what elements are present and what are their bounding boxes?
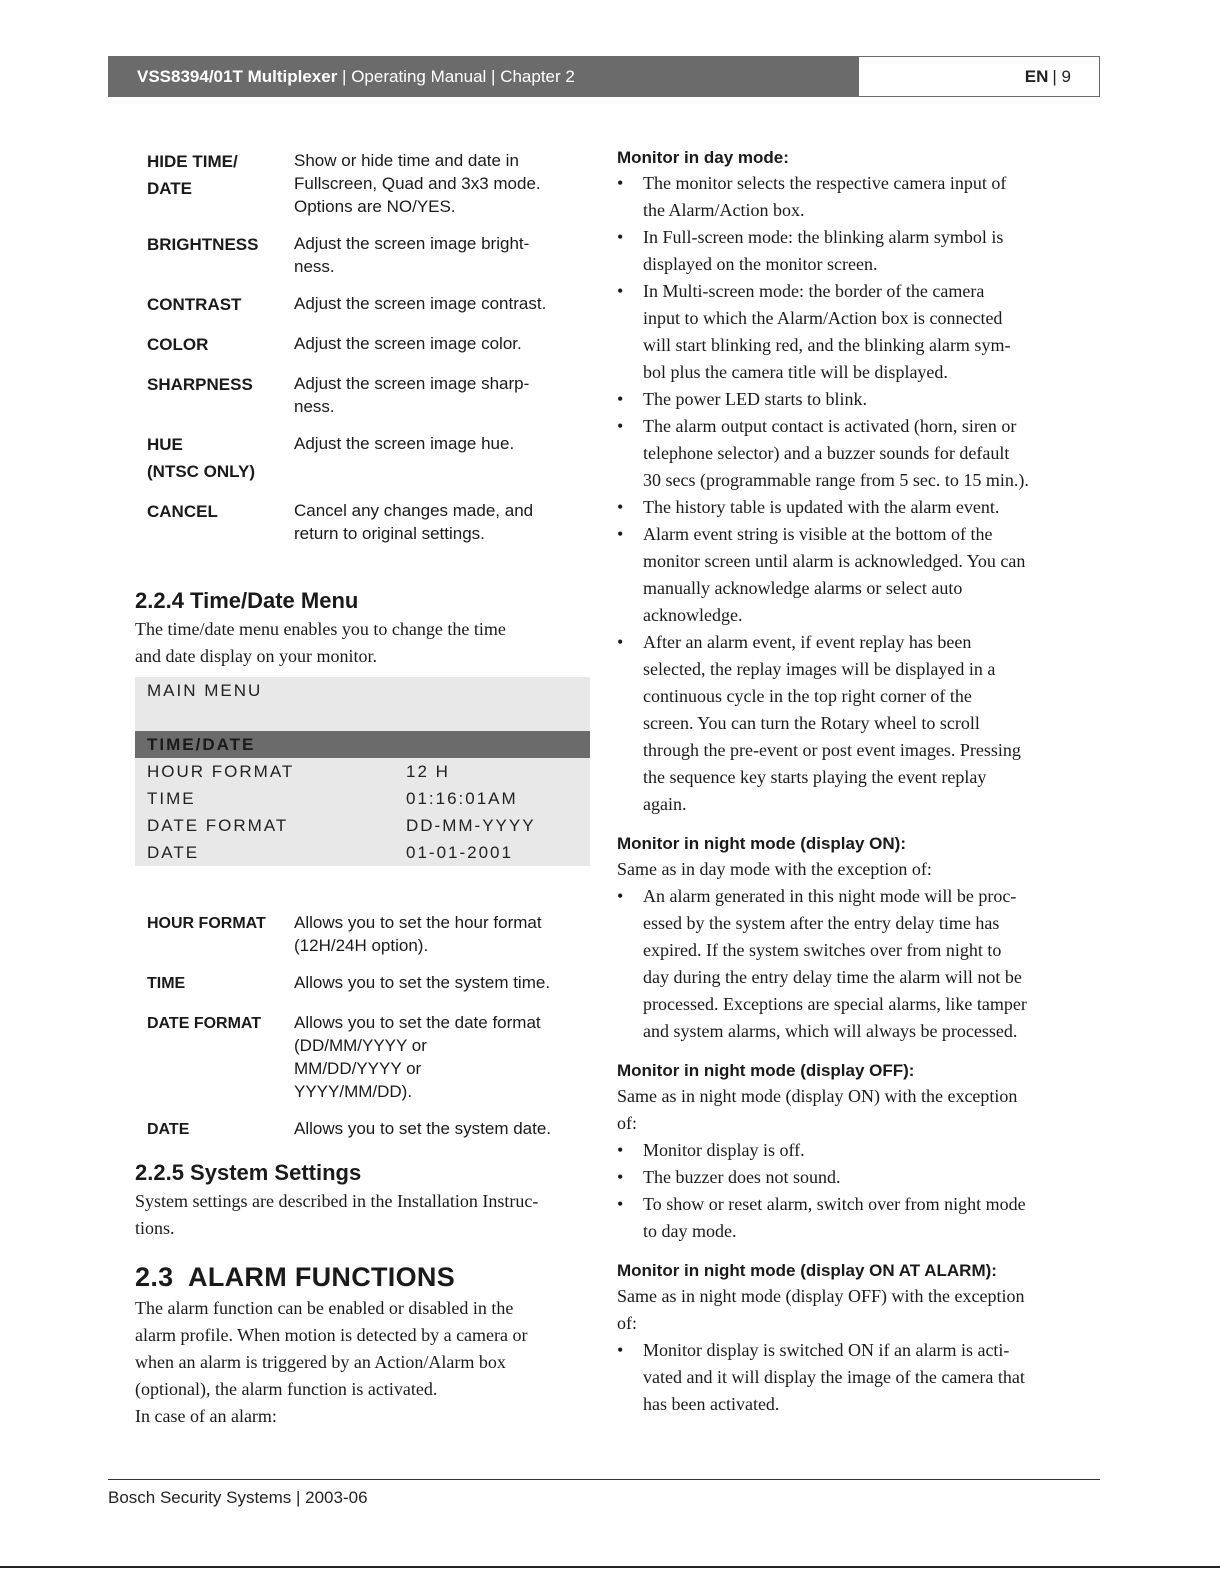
bullet-line: through the pre-event or post event images. Pressing — [643, 740, 1021, 760]
night-on-list — [617, 883, 1082, 1045]
product-name: VSS8394/01T Multiplexer — [137, 66, 338, 86]
night-alarm-list — [617, 1337, 1082, 1418]
page-number: | 9 — [1052, 66, 1071, 86]
definition-description — [294, 148, 593, 218]
menu-row[interactable] — [135, 839, 590, 866]
definition-description — [294, 431, 593, 485]
definition-description — [294, 910, 593, 957]
bullet-line: continuous cycle in the top right corner of the — [643, 686, 972, 706]
header-page — [859, 57, 1099, 96]
definition-description — [294, 970, 593, 997]
bullet-line: • The power LED starts to blink. — [643, 389, 867, 409]
description-line: YYYY/MM/DD). — [294, 1082, 413, 1101]
definition-term: SHARPNESS — [147, 375, 253, 394]
description-line: MM/DD/YYYY or — [294, 1059, 422, 1078]
definition-row — [147, 331, 593, 358]
menu-row-label: HOUR FORMAT — [147, 762, 295, 781]
menu-row-label: TIME — [147, 789, 196, 808]
definition-description — [294, 1116, 593, 1143]
bullet-line: again. — [643, 794, 687, 814]
bullet-item — [617, 883, 1082, 1045]
description-line: (DD/MM/YYYY or — [294, 1036, 427, 1055]
bullet-item — [617, 629, 1082, 818]
menu-row-value: 01-01-2001 — [406, 843, 513, 862]
definition-term: HOUR FORMAT — [147, 915, 266, 932]
bullet-line: to day mode. — [643, 1221, 737, 1241]
bullet-item — [617, 224, 1082, 278]
menu-row-value: DD-MM-YYYY — [406, 816, 536, 835]
bullet-line: • The history table is updated with the alarm event. — [643, 497, 1000, 517]
night-alarm-heading: Monitor in night mode (display ON AT ALARM): — [617, 1261, 997, 1280]
bullet-line: acknowledge. — [643, 605, 743, 625]
bullet-line: screen. You can turn the Rotary wheel to scroll — [643, 713, 980, 733]
menu-row-value: 12 H — [406, 762, 450, 781]
night-alarm-intro: Same as in night mode (display OFF) with the exception of: — [617, 1286, 1025, 1333]
definition-term: CANCEL — [147, 502, 218, 521]
bullet-line: expired. If the system switches over from night to — [643, 940, 1002, 960]
definition-description — [294, 291, 593, 318]
bullet-line: processed. Exceptions are special alarms, like tamper — [643, 994, 1027, 1014]
definition-row — [147, 910, 593, 957]
bullet-line: input to which the Alarm/Action box is connected — [643, 308, 1003, 328]
header-title — [109, 57, 859, 96]
menu-row-label: DATE — [147, 843, 200, 862]
day-mode-heading: Monitor in day mode: — [617, 148, 789, 167]
definition-row — [147, 148, 593, 218]
definition-description — [294, 371, 593, 418]
bullet-line: • An alarm generated in this night mode will be proc- — [643, 886, 1017, 906]
menu-title: MAIN MENU — [147, 681, 263, 700]
bullet-item — [617, 521, 1082, 629]
bullet-item — [617, 1191, 1082, 1245]
menu-row-label: DATE FORMAT — [147, 816, 289, 835]
bullet-line: • After an alarm event, if event replay has been — [643, 632, 972, 652]
definition-row — [147, 1010, 593, 1103]
alarm-functions-heading: 2.3 ALARM FUNCTIONS — [135, 1262, 456, 1292]
right-column — [617, 146, 1082, 1418]
description-line: (12H/24H option). — [294, 936, 429, 955]
definition-row — [147, 1116, 593, 1143]
day-mode-list — [617, 170, 1082, 818]
language-code: EN — [1024, 66, 1049, 86]
bullet-line: and system alarms, which will always be processed. — [643, 1021, 1018, 1041]
definition-term: HUE (NTSC ONLY) — [147, 435, 255, 481]
page-bottom-rule — [0, 1566, 1220, 1568]
description-line: Cancel any changes made, and — [294, 501, 534, 520]
description-line: Allows you to set the system date. — [294, 1119, 552, 1138]
definition-row — [147, 231, 593, 278]
description-line: Show or hide time and date in — [294, 151, 519, 170]
bullet-line: monitor screen until alarm is acknowledged. You can — [643, 551, 1026, 571]
night-off-heading: Monitor in night mode (display OFF): — [617, 1061, 915, 1080]
description-line: Adjust the screen image sharp- — [294, 374, 530, 393]
night-on-heading: Monitor in night mode (display ON): — [617, 834, 906, 853]
description-line: Allows you to set the hour format — [294, 913, 542, 932]
bullet-line: • The monitor selects the respective camera input of — [643, 173, 1007, 193]
menu-row[interactable] — [135, 785, 590, 812]
description-line: Fullscreen, Quad and 3x3 mode. — [294, 174, 541, 193]
bullet-line: • Monitor display is off. — [643, 1140, 805, 1160]
bullet-item — [617, 494, 1082, 521]
description-line: ness. — [294, 257, 335, 276]
bullet-line: • In Full-screen mode: the blinking alarm symbol is — [643, 227, 1004, 247]
definition-term: CONTRAST — [147, 295, 242, 314]
description-line: Allows you to set the system time. — [294, 973, 551, 992]
bullet-line: • The alarm output contact is activated (horn, siren or — [643, 416, 1017, 436]
header-subtitle: | Operating Manual | Chapter 2 — [337, 66, 575, 86]
footer-rule — [108, 1479, 1100, 1480]
definition-term: DATE — [147, 1121, 190, 1138]
definition-term: HIDE TIME/ DATE — [147, 152, 238, 198]
bullet-item — [617, 278, 1082, 386]
definition-description — [294, 331, 593, 358]
time-date-heading: 2.2.4 Time/Date Menu — [135, 588, 359, 613]
alarm-functions-text: The alarm function can be enabled or disabled in the alarm profile. When motion is detected by a camera or when an alarm is triggered by an Action/Alarm box (optional), the alarm function is activated. In case of an alarm: — [135, 1298, 528, 1426]
description-line: Options are NO/YES. — [294, 197, 456, 216]
description-line: Adjust the screen image color. — [294, 334, 522, 353]
definition-description — [294, 231, 593, 278]
bullet-line: the sequence key starts playing the event replay — [643, 767, 987, 787]
description-line: Adjust the screen image contrast. — [294, 294, 547, 313]
bullet-item — [617, 386, 1082, 413]
bullet-line: telephone selector) and a buzzer sounds for default — [643, 443, 1010, 463]
menu-row[interactable] — [135, 812, 590, 839]
definition-term: COLOR — [147, 335, 209, 354]
definition-term: TIME — [147, 975, 186, 992]
definition-row — [147, 371, 593, 418]
bullet-line: • In Multi-screen mode: the border of the camera — [643, 281, 985, 301]
menu-section-header: TIME/DATE — [135, 731, 590, 758]
system-settings-text: System settings are described in the Installation Instruc- tions. — [135, 1191, 539, 1238]
description-line: Adjust the screen image bright- — [294, 234, 530, 253]
definition-description — [294, 498, 593, 545]
bullet-item — [617, 1337, 1082, 1418]
description-line: Adjust the screen image hue. — [294, 434, 515, 453]
bullet-line: the Alarm/Action box. — [643, 200, 805, 220]
bullet-line: • Alarm event string is visible at the bottom of the — [643, 524, 993, 544]
description-line: ness. — [294, 397, 335, 416]
night-on-intro: Same as in day mode with the exception of: — [617, 859, 932, 879]
bullet-item — [617, 1164, 1082, 1191]
bullet-line: • The buzzer does not sound. — [643, 1167, 841, 1187]
definition-row — [147, 291, 593, 318]
bullet-line: bol plus the camera title will be displayed. — [643, 362, 948, 382]
definition-row — [147, 431, 593, 485]
definition-row — [147, 970, 593, 997]
bullet-line: day during the entry delay time the alarm will not be — [643, 967, 1022, 987]
description-line: Allows you to set the date format — [294, 1013, 541, 1032]
bullet-line: displayed on the monitor screen. — [643, 254, 878, 274]
bullet-line: has been activated. — [643, 1394, 780, 1414]
menu-row[interactable] — [135, 758, 590, 785]
night-off-list — [617, 1137, 1082, 1245]
system-settings-heading: 2.2.5 System Settings — [135, 1160, 362, 1185]
definition-term: BRIGHTNESS — [147, 235, 259, 254]
page-header — [108, 56, 1100, 97]
bullet-line: will start blinking red, and the blinking alarm sym- — [643, 335, 1011, 355]
bullet-line: essed by the system after the entry delay time has — [643, 913, 1000, 933]
bullet-line: • To show or reset alarm, switch over from night mode — [643, 1194, 1026, 1214]
definition-row — [147, 498, 593, 545]
page-footer: Bosch Security Systems | 2003-06 — [108, 1488, 368, 1507]
menu-rows — [135, 758, 590, 866]
time-table — [147, 910, 593, 1143]
bullet-line: 30 secs (programmable range from 5 sec. to 15 min.). — [643, 470, 1029, 490]
bullet-line: selected, the replay images will be displayed in a — [643, 659, 996, 679]
bullet-line: manually acknowledge alarms or select auto — [643, 578, 963, 598]
bullet-line: vated and it will display the image of the camera that — [643, 1367, 1025, 1387]
bullet-item — [617, 170, 1082, 224]
time-date-intro: The time/date menu enables you to change the time and date display on your monitor. — [135, 619, 506, 666]
time-date-menu — [135, 677, 590, 866]
definition-description — [294, 1010, 593, 1103]
bullet-item — [617, 413, 1082, 494]
menu-row-value: 01:16:01AM — [406, 789, 518, 808]
night-off-intro: Same as in night mode (display ON) with the exception of: — [617, 1086, 1018, 1133]
left-column — [135, 148, 593, 1430]
description-line: return to original settings. — [294, 524, 485, 543]
definition-term: DATE FORMAT — [147, 1015, 262, 1032]
bullet-line: • Monitor display is switched ON if an alarm is acti- — [643, 1340, 1010, 1360]
settings-table — [147, 148, 593, 545]
bullet-item — [617, 1137, 1082, 1164]
